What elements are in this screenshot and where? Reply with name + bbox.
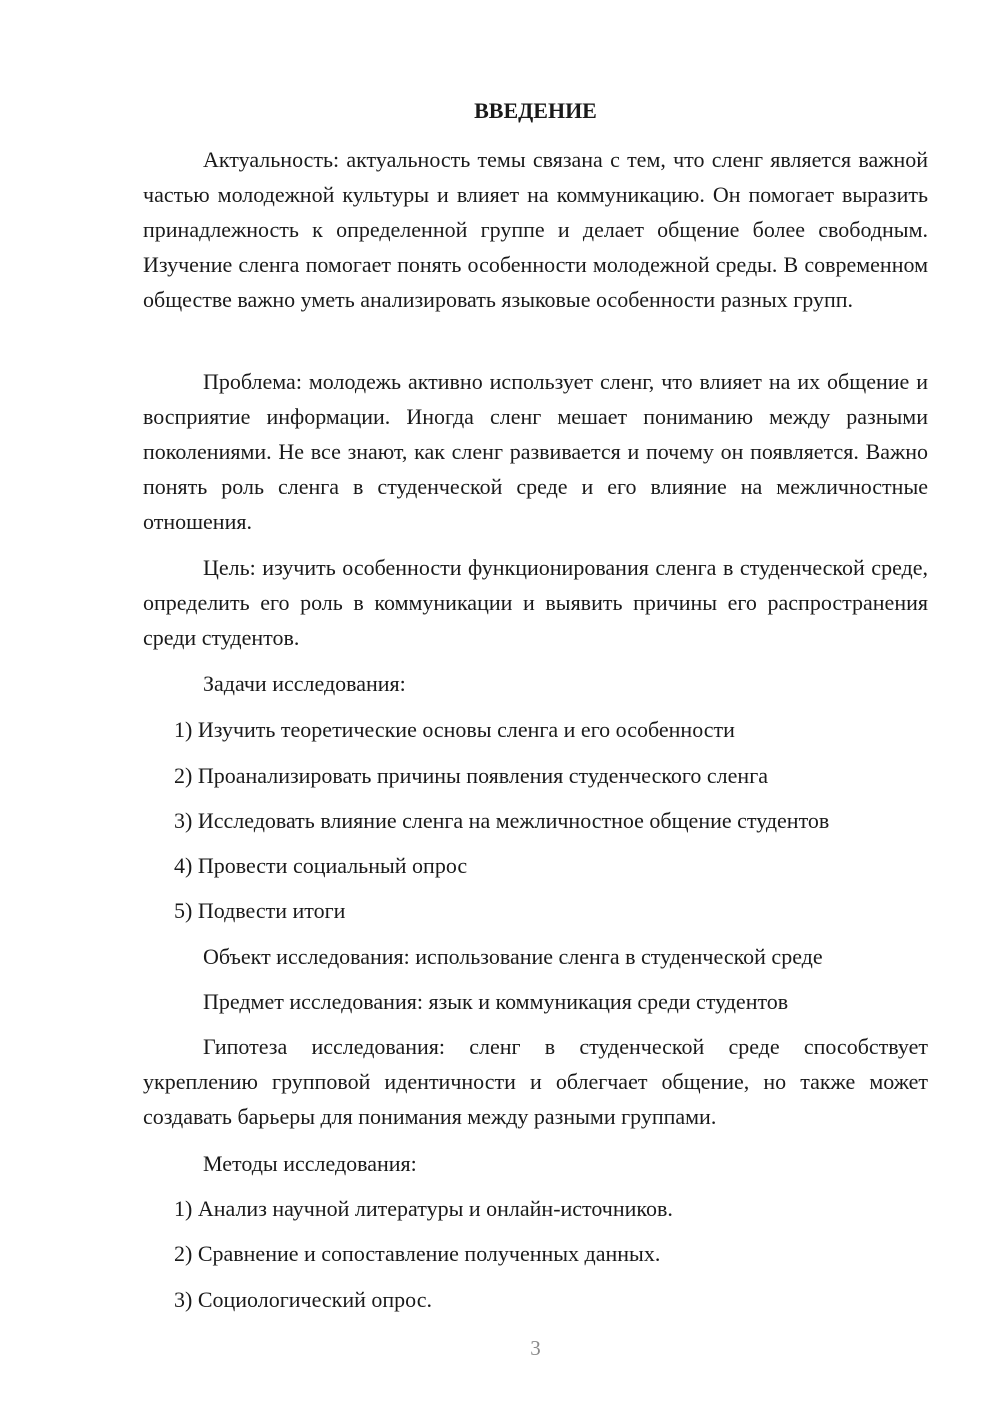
list-item: 2) Проанализировать причины появления студенческого сленга xyxy=(174,763,768,788)
list-item: 4) Провести социальный опрос xyxy=(174,853,468,878)
problem-paragraph: Проблема: молодежь активно использует сленг, что влияет на их общение и восприятие информации. Иногда сленг мешает пониманию между разными поколениями. Не все знают, как сленг развивается и почему он появляется. Важно понять роль сленга в студенческой среде и его влияние на межличностные отношения. xyxy=(143,369,928,534)
list-item: 3) Исследовать влияние сленга на межличностное общение студентов xyxy=(174,808,830,833)
page-number: 3 xyxy=(530,1336,541,1360)
list-item: 1) Анализ научной литературы и онлайн-источников. xyxy=(174,1196,673,1221)
list-item: 3) Социологический опрос. xyxy=(174,1287,432,1312)
section-title: ВВЕДЕНИЕ xyxy=(474,98,597,123)
list-item: 1) Изучить теоретические основы сленга и его особенности xyxy=(174,717,735,742)
methods-heading: Методы исследования: xyxy=(203,1151,417,1176)
object-paragraph: Объект исследования: использование сленга в студенческой среде xyxy=(203,944,823,969)
hypothesis-paragraph: Гипотеза исследования: сленг в студенческой среде способствует укреплению групповой идентичности и облегчает общение, но также может создавать барьеры для понимания между разными группами. xyxy=(143,1034,928,1129)
goal-paragraph: Цель: изучить особенности функционирования сленга в студенческой среде, определить его роль в коммуникации и выявить причины его распространения среди студентов. xyxy=(143,555,928,650)
relevance-paragraph: Актуальность: актуальность темы связана с тем, что сленг является важной частью молодежной культуры и влияет на коммуникацию. Он помогает выразить принадлежность к определенной группе и делает общение более свободным. Изучение сленга помогает понять особенности молодежной среды. В современном обществе важно уметь анализировать языковые особенности разных групп. xyxy=(143,147,928,312)
subject-paragraph: Предмет исследования: язык и коммуникация среди студентов xyxy=(203,989,789,1014)
list-item: 5) Подвести итоги xyxy=(174,898,346,923)
tasks-heading: Задачи исследования: xyxy=(203,671,406,696)
list-item: 2) Сравнение и сопоставление полученных данных. xyxy=(174,1241,661,1266)
